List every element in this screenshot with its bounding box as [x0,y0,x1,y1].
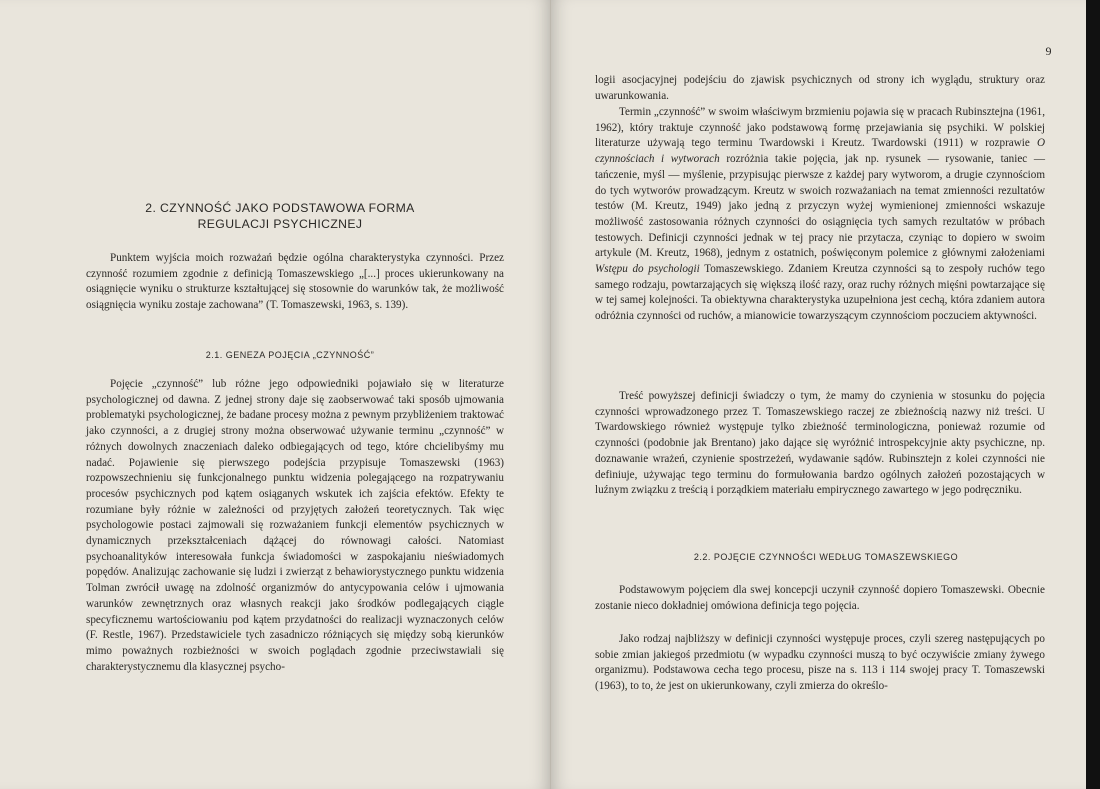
section-title-2-1: 2.1. GENEZA POJĘCIA „CZYNNOŚĆ” [205,350,375,360]
page-number: 9 [1045,44,1052,58]
paragraph-tresc: Treść powyższej definicji świadczy o tym, że mamy do czynienia w stosunku do pojęcia czynności wprowadzonego przez T. Tomaszewskiego raczej ze zbieżnością nazwy niż treści. U Twardowskiego również występuje tylko zbieżność terminologiczna, ponieważ rozumie od czynności (podobnie jak Brentano) jako dające się wyróżnić introspekcyjnie akty psychiczne, np. doznawanie wrażeń, czynienie spostrzeżeń, wydawanie sądów. Rubinsztejn z kolei czynności nie definiuje, używając tego terminu do formułowania bardzo ogólnych założeń pozostających w luźnym związku z treścią i porządkiem materiału empirycznego zawartego w jego podręczniku. [595,390,1045,497]
paragraph-termin-part3: Tomaszewskiego. Zdaniem Kreutza czynności są to zespoły ruchów tego samego rodzaju, powtarzających się większą ilość razy, oraz ruchy różnych mięśni powtarzające się w tej samej kolejności. Ta obiektywna charakterystyka uzupełniona jest cechą, która zdaniem autora odróżnia czynności od ruchów, a mianowicie towarzyszącym czynnościom poczuciem aktywności. [595,263,1045,323]
paragraph-termin-part2: rozróżnia takie pojęcia, jak np. rysunek — rysowanie, taniec — tańczenie, myśl — myślenie, przypisując pierwsze z każdej pary wytworom, a drugie czynnościom do tych wytworów prowadzącym. Kreutz w swoich rozważaniach na temat zmienności rezultatów testów (M. Kreutz, 1949) jako jedną z przyczyn wyżej wymienionej zmienności wskazuje możliwość zastosowania różnych czynności do osiągnięcia tych samych rezultatów w próbach testowych. Definicji czynności jednak w tej pracy nie przytacza, czyniąc to dopiero w swoim artykule (M. Kreutz, 1968), jednym z ostatnich, poświęconym polemice z głównymi założeniami [595,153,1045,260]
section-title-2-2: 2.2. POJĘCIE CZYNNOŚCI WEDŁUG TOMASZEWSKIEGO [693,552,959,562]
section-2-1-paragraph: Pojęcie „czynność” lub różne jego odpowiedniki pojawiało się w literaturze psychologicznej od dawna. Z jednej strony daje się zaobserwować taki sposób ujmowania problematyki psychologicznej, że badane procesy można z pewnym przybliżeniem traktować jako czynności, a z drugiej strony można obserwować używanie terminu „czynność” w różnych dowolnych znaczeniach daleko odbiegających od tego, które chcielibyśmy mu nadać. Pojawienie się pierwszego podejścia przypisuje Tomaszewski (1963) rozpowszechnieniu się funkcjonalnego punktu widzenia polegającego na rozpatrywaniu procesów psychicznych pod kątem osiąganych wskutek ich zajścia efektów. Efekty te rozumiane były różnie w zależności od przyjętych założeń teoretycznych. Tak więc psychologowie postaci zajmowali się rozważaniem funkcji elementów psychicznych w dynamicznych przekształceniach dążącej do równowagi całości. Natomiast psychoanalityków interesowała funkcja świadomości w zaspokajaniu nieświadomych popędów. Analizując zachowanie się ludzi i zwierząt z behawiorystycznego punktu widzenia Tolman zwrócił uwagę na zdolność organizmów do antycypowania celów i ujmowania warunków zewnętrznych oraz własnych reakcji jako środków podlegających ciągle specyficznemu wartościowaniu pod kątem przydatności do realizacji wyznaczonych celów (F. Restle, 1967). Przedstawiciele tych zasadniczo różniących się między sobą kierunków mimo poważnych rozbieżności w swoich poglądach zgodnie przeciwstawiali się charakterystycznemu dla klasycznej psycho- [86,378,504,673]
chapter-title-line2: REGULACJI PSYCHICZNEJ [197,217,363,231]
paragraph-continuation: logii asocjacyjnej podejściu do zjawisk psychicznych od strony ich wyglądu, struktury oraz uwarunkowania. [595,74,1045,102]
paragraph-termin [595,105,1045,325]
paragraph-podstawowym: Podstawowym pojęciem dla swej koncepcji uczynił czynność dopiero Tomaszewski. Obecnie zostanie nieco dokładniej omówiona definicja tego pojęcia. [595,584,1045,612]
book-title-o-czynnosciach: O czynnościach i wytworach [595,137,1045,166]
chapter-title [110,200,450,232]
intro-paragraph: Punktem wyjścia moich rozważań będzie ogólna charakterystyka czynności. Przez czynność rozumiem zgodnie z definicją Tomaszewskiego „[...] proces ukierunkowany na osiągnięcie wyniku o strukturze kształtującej się stosownie do warunków tak, że możliwość osiągnięcia wyniku zostaje zachowana” (T. Tomaszewski, 1963, s. 139). [86,252,504,312]
paragraph-jako-rodzaj: Jako rodzaj najbliższy w definicji czynności występuje proces, czyli szereg następujących po sobie zmian jakiegoś przedmiotu (w wypadku czynności muszą to być oczywiście zmiany żywego organizmu). Podstawowa cecha tego procesu, pisze na s. 113 i 114 swojej pracy T. Tomaszewski (1963), to to, że jest on ukierunkowany, czyli zmierza do określo- [595,633,1045,693]
book-title-wstep: Wstępu do psychologii [595,263,700,276]
paragraph-termin-part1: Termin „czynność” w swoim właściwym brzmieniu pojawia się w pracach Rubinsztejna (1961, 1962), który traktuje czynność jako podstawową formę przejawiania się psychiki. W polskiej literaturze używają tego terminu Twardowski i Kreutz. Twardowski (1911) w rozprawie [595,106,1045,150]
chapter-title-line1: 2. CZYNNOŚĆ JAKO PODSTAWOWA FORMA [145,201,415,215]
scan-edge [1086,0,1100,789]
right-page [551,0,1086,789]
